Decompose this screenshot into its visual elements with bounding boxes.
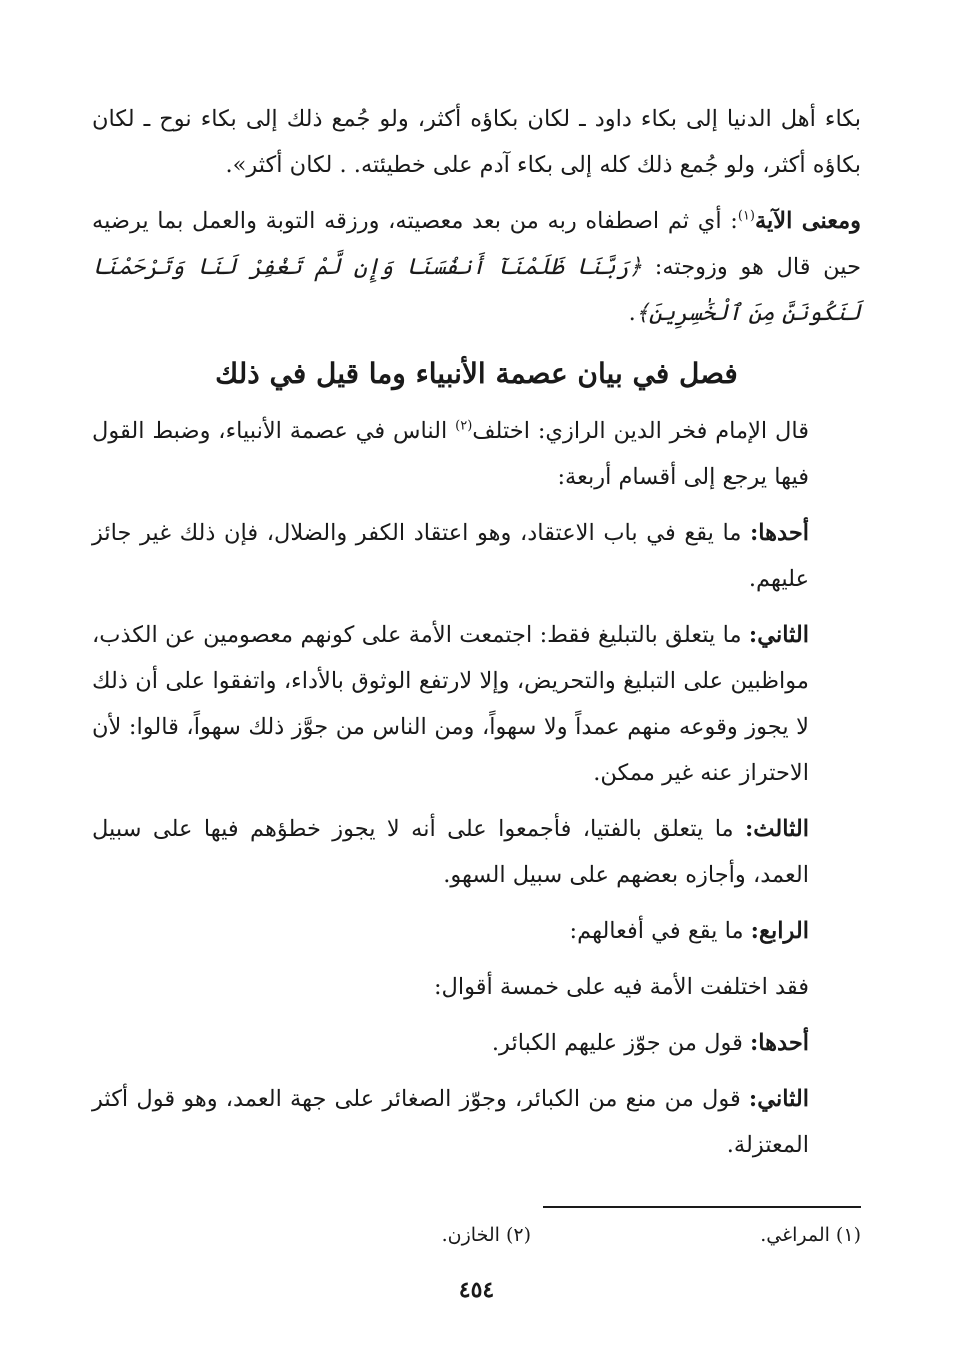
footnote-1: (١) المراغي. <box>760 1224 861 1246</box>
opinion-two-lead: الثاني: <box>748 1086 809 1112</box>
footnote-ref-1: (١) <box>737 208 755 224</box>
section-heading: فصل في بيان عصمة الأنبياء وما قيل في ذلك <box>215 357 738 390</box>
third-category-text: ما يتعلق بالفتيا، فأجمعوا على أنه لا يجوز خطؤهم فيها على سبيل العمد، وأجازه بعضهم على سبيل السهو. <box>92 816 809 888</box>
paragraph-1-text: بكاء أهل الدنيا إلى بكاء داود ـ لكان بكاؤه أكثر، ولو جُمع ذلك إلى بكاء نوح ـ لكان بكاؤه أكثر، ولو جُمع ذلك كله إلى بكاء آدم على خطيئته. . لكان أكثر». <box>92 106 861 178</box>
opinion-one-lead: أحدها: <box>750 1030 809 1056</box>
footnote-ref-2: (٢) <box>455 418 473 434</box>
razi-text-b: الناس في عصمة الأنبياء، وضبط القول فيها يرجع إلى أقسام أربعة: <box>92 418 809 490</box>
paragraph-third-category <box>92 806 861 898</box>
opinion-one-text: قول من جوّز عليهم الكبائر. <box>491 1030 750 1056</box>
paragraph-razi <box>92 408 861 500</box>
page-number: ٤٥٤ <box>458 1277 495 1303</box>
second-category-text: ما يتعلق بالتبليغ فقط: اجتمعت الأمة على كونهم معصومين عن الكذب، مواظبين على التبليغ والتحريض، وإلا لارتفع الوثوق بالأداء، واتفقوا على أن ذلك لا يجوز وقوعه منهم عمداً ولا سهواً، ومن الناس من جوَّز ذلك سهواً، قالوا: لأن الاحتراز عنه غير ممكن. <box>92 622 809 786</box>
opinion-two-text: قول من منع من الكبائر، وجوّز الصغائر على جهة العمد، وهو قول أكثر المعتزلة. <box>92 1086 809 1158</box>
paragraph-verse-meaning <box>92 198 861 336</box>
paragraph-1 <box>92 96 861 188</box>
paragraph-opinion-one <box>92 1020 861 1066</box>
verse-meaning-lead: ومعنى الآية <box>754 208 862 234</box>
footnotes <box>341 1220 861 1250</box>
second-category-lead: الثاني: <box>748 622 809 648</box>
first-category-text: ما يقع في باب الاعتقاد، وهو اعتقاد الكفر والضلال، فإن ذلك غير جائز عليهم. <box>92 520 809 592</box>
verse-meaning-end: . <box>628 300 636 326</box>
fourth-category-text: ما يقع في أفعالهم: <box>569 918 751 944</box>
five-opinions-text: فقد اختلفت الأمة فيه على خمسة أقوال: <box>433 974 809 1000</box>
paragraph-second-category <box>92 612 861 796</box>
footnote-separator <box>543 1206 861 1208</box>
razi-text-a: قال الإمام فخر الدين الرازي: اختلف <box>472 418 809 444</box>
fourth-category-lead: الرابع: <box>750 918 809 944</box>
paragraph-fourth-category <box>92 908 861 954</box>
paragraph-opinion-two <box>92 1076 861 1168</box>
verse-meaning-text: : أي ثم اصطفاه ربه من بعد معصيته، ورزقه التوبة والعمل بما يرضيه حين قال هو وزوجته: <box>92 208 861 280</box>
third-category-lead: الثالث: <box>744 816 809 842</box>
footnote-2: (٢) الخازن. <box>441 1224 531 1246</box>
paragraph-first-category <box>92 510 861 602</box>
first-category-lead: أحدها: <box>750 520 809 546</box>
paragraph-five-opinions <box>92 964 861 1010</box>
quran-verse: ﴿رَبَّنَا ظَلَمْنَآ أَنفُسَنَا وَإِن لَّمْ تَغْفِرْ لَنَا وَتَرْحَمْنَا لَنَكُونَنَّ مِنَ ٱلْخَٰسِرِينَ﴾ <box>92 254 861 326</box>
